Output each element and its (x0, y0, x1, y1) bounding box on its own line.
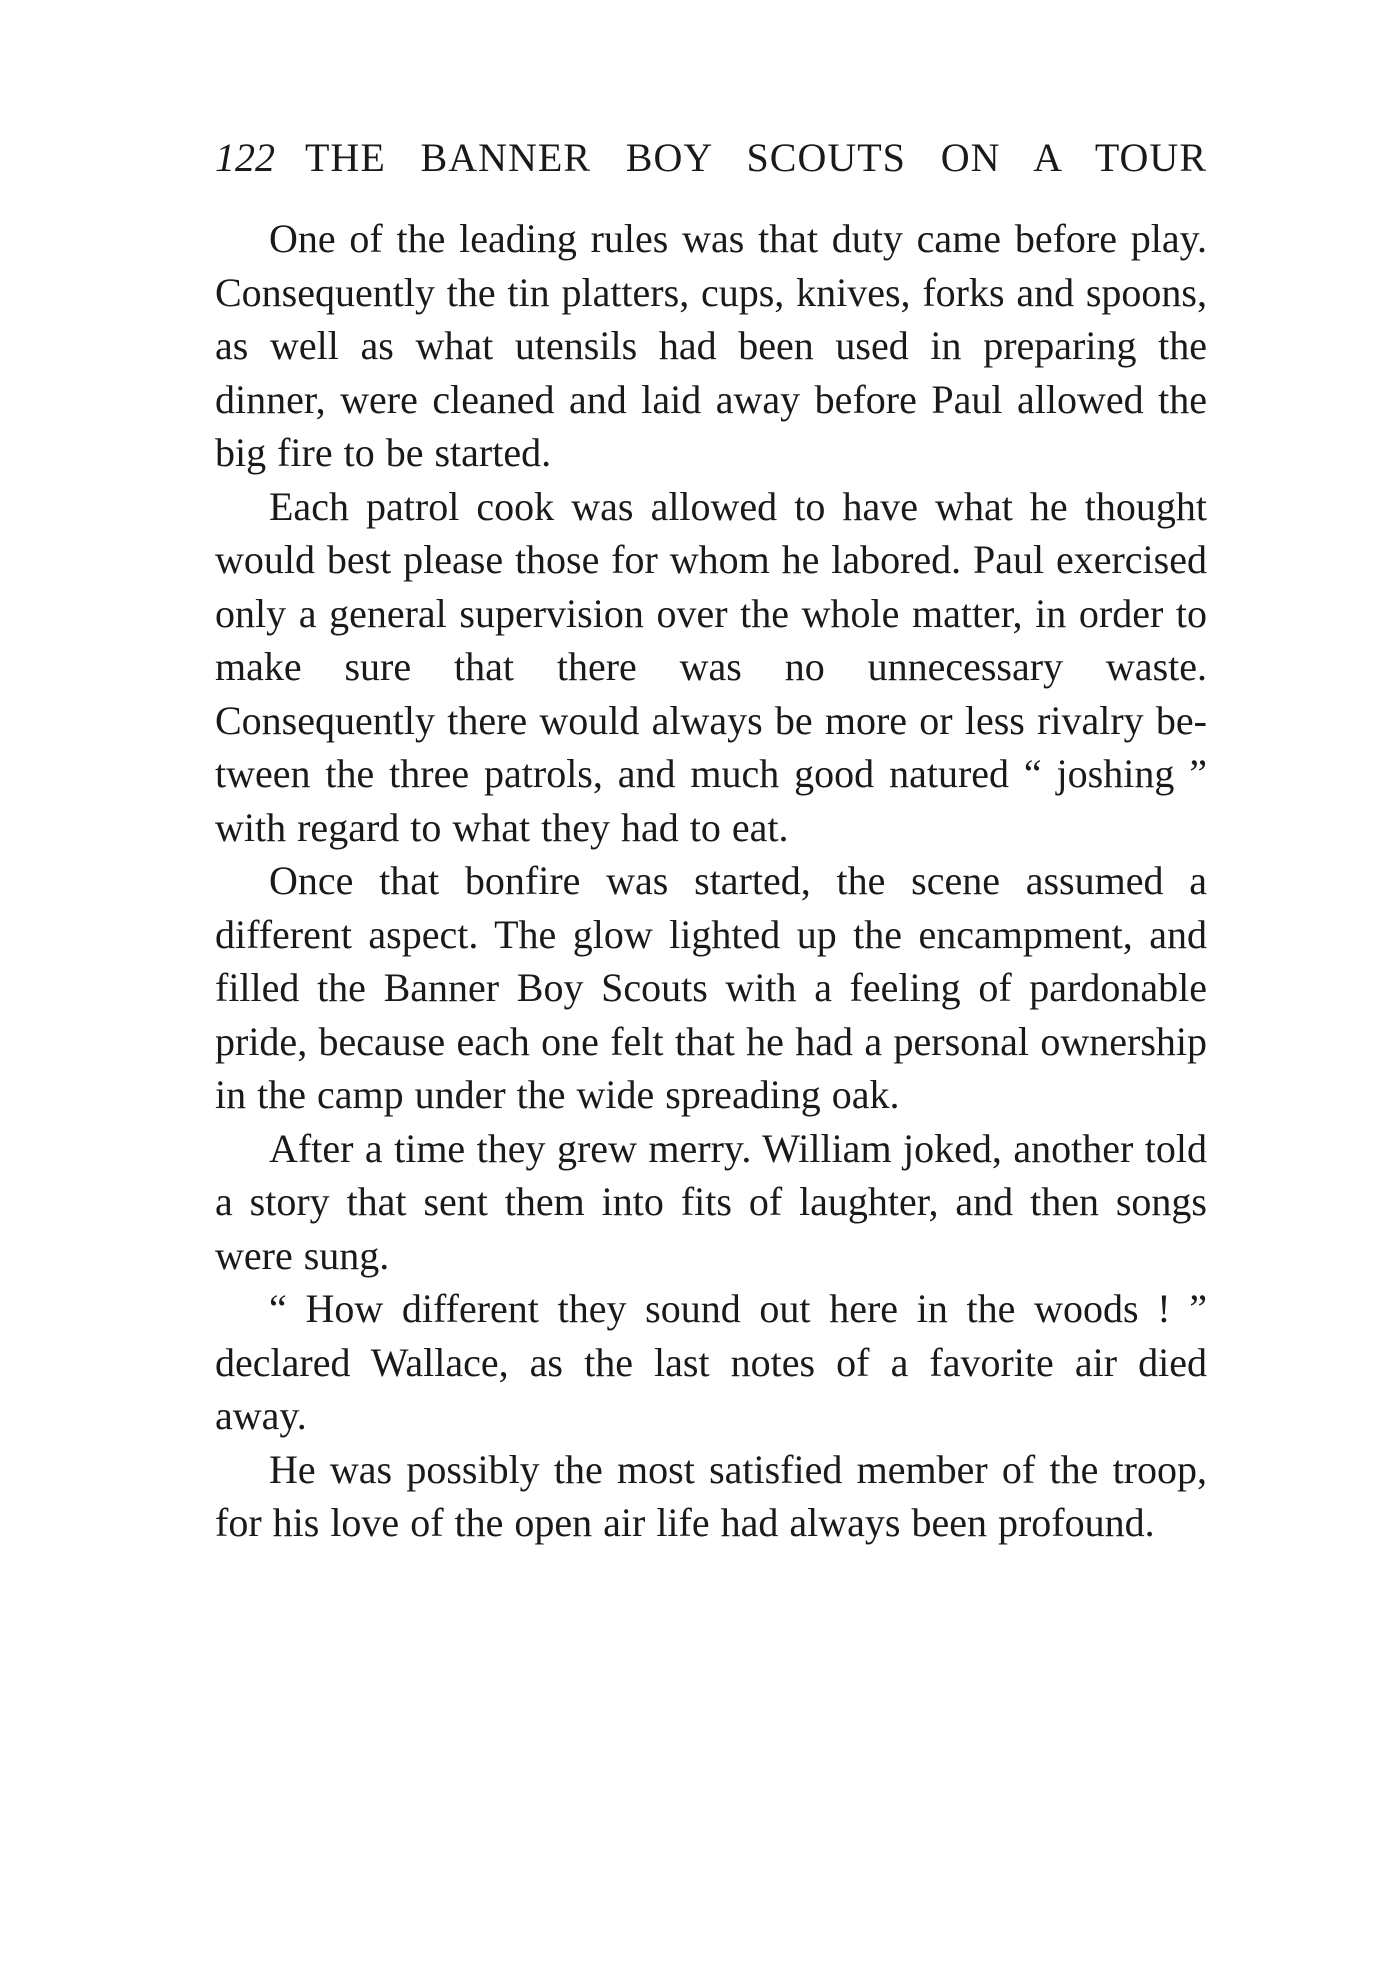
page-number: 122 (215, 135, 275, 180)
book-title: THE BANNER BOY SCOUTS ON A TOUR (305, 135, 1207, 180)
body-text (215, 212, 1207, 1550)
paragraph: After a time they grew merry. William joked, another told a story that sent them into fits of laughter, and then songs were sung. (215, 1125, 1207, 1278)
book-page (215, 128, 1207, 1550)
paragraph: “ How different they sound out here in the woods ! ” declared Wallace, as the last notes of a favorite air died away. (215, 1286, 1207, 1438)
paragraph: One of the leading rules was that duty came before play. Consequently the tin platters, cups, knives, forks and spoons, as well as what utensils had been used in preparing the dinner, were cleaned and laid away before Paul allowed the big fire to be started. (215, 216, 1207, 475)
paragraph: Each patrol cook was allowed to have what he thought would best please those for whom he labored. Paul exercised only a general supervision over the whole matter, in order to make sure that there was no unnecessary waste. Consequently there would always be more or less rivalry between the three patrols, and much good natured “ joshing ” with regard to what they had to eat. (215, 483, 1207, 850)
paragraph: He was possibly the most satisfied member of the troop, for his love of the open air life had always been profound. (215, 1446, 1207, 1545)
running-head (215, 128, 1207, 188)
paragraph: Once that bonfire was started, the scene assumed a different aspect. The glow lighted up the encampment, and filled the Banner Boy Scouts with a feeling of pardonable pride, because each one felt that he had a personal ownership in the camp under the wide spreading oak. (215, 858, 1207, 1117)
